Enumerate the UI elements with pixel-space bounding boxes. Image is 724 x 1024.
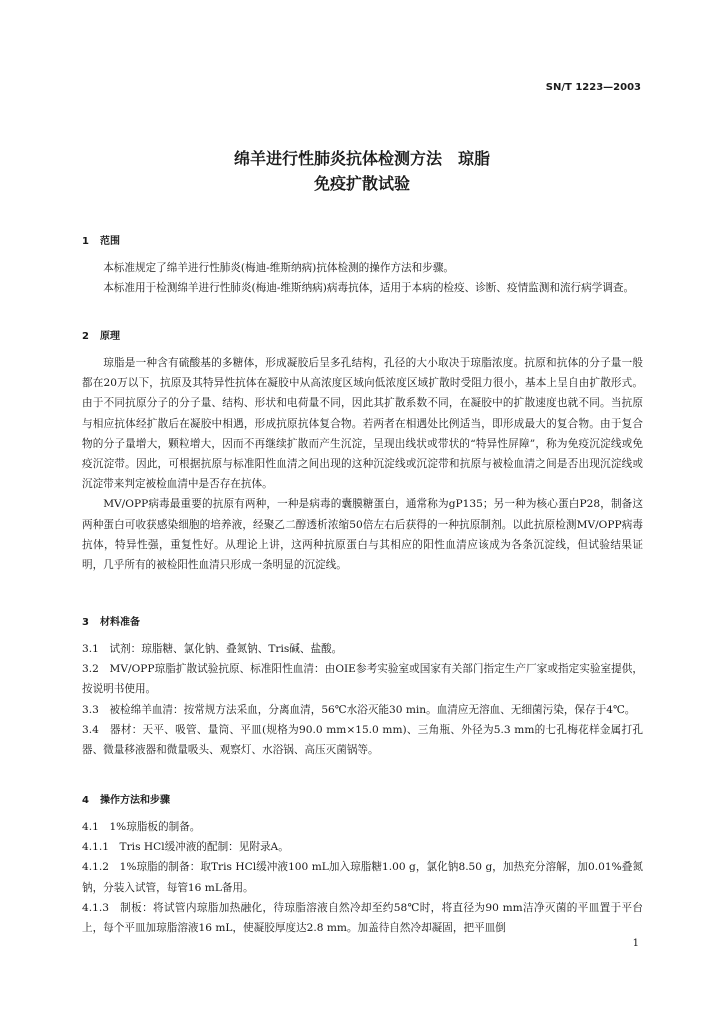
section-principle bbox=[82, 327, 643, 575]
section-procedure bbox=[82, 791, 643, 938]
standard-number: SN/T 1223—2003 bbox=[545, 82, 641, 93]
paragraph: 本标准规定了绵羊进行性肺炎(梅迪-维斯纳病)抗体检测的操作方法和步骤。 bbox=[103, 262, 455, 274]
section-heading bbox=[82, 327, 643, 347]
section-title: 范围 bbox=[100, 236, 120, 247]
section-heading bbox=[82, 232, 643, 252]
section-number: 2 bbox=[82, 331, 89, 342]
page-number: 1 bbox=[632, 938, 639, 949]
section-title: 材料准备 bbox=[100, 617, 140, 628]
paragraph: MV/OPP病毒最重要的抗原有两种，一种是病毒的囊膜糖蛋白，通常称为gP135；另一种为核心蛋白P28，制备这两种蛋白可收获感染细胞的培养液，经聚乙二醇透析浓缩50倍左右后获得的一种抗原制剂。以此抗原检测MV/OPP病毒抗体，特异性强，重复性好。从理论上讲，这两种抗原蛋白与其相应的阳性血清应该成为各条沉淀线，但试验结果证明，几乎所有的被检阳性血清只形成一条明显的沉淀线。 bbox=[82, 498, 643, 572]
paragraph: 3.4 器材：天平、吸管、量筒、平皿(规格为90.0 mm×15.0 mm)、三角瓶、外径为5.3 mm的七孔梅花样金属打孔器、微量移液器和微量吸头、观察灯、水浴锅、高压灭菌锅等。 bbox=[82, 723, 643, 757]
section-number: 1 bbox=[82, 236, 89, 247]
section-heading bbox=[82, 613, 643, 633]
section-heading bbox=[82, 791, 643, 811]
title-line-2: 免疫扩散试验 bbox=[313, 174, 410, 193]
paragraph: 4.1 1%琼脂板的制备。 bbox=[82, 821, 201, 833]
section-title: 操作方法和步骤 bbox=[100, 795, 170, 806]
section-scope bbox=[82, 232, 643, 298]
paragraph: 琼脂是一种含有硫酸基的多糖体，形成凝胶后呈多孔结构，孔径的大小取决于琼脂浓度。抗原和抗体的分子量一般都在20万以下，抗原及其特异性抗体在凝胶中从高浓度区域向低浓度区域扩散时受阻力很小，基本上呈自由扩散形式。由于不同抗原分子的分子量、结构、形状和电荷量不同，因此其扩散系数不同，在凝胶中的扩散速度也就不同。当抗原与相应抗体经扩散后在凝胶中相遇，形成抗原抗体复合物。若两者在相遇处比例适当，即形成最大的复合物。由于复合物的分子量增大，颗粒增大，因而不再继续扩散而产生沉淀，呈现出线状或带状的“特异性屏障”，称为免疫沉淀线或免疫沉淀带。因此，可根据抗原与标准阳性血清之间出现的这种沉淀线或沉淀带和抗原与被检血清之间是否出现沉淀线或沉淀带来判定被检血清中是否存在抗体。 bbox=[82, 357, 643, 491]
paragraph: 4.1.1 Tris HCl缓冲液的配制：见附录A。 bbox=[82, 841, 289, 854]
paragraph: 本标准用于检测绵羊进行性肺炎(梅迪-维斯纳病)病毒抗体，适用于本病的检疫、诊断、疫情监测和流行病学调查。 bbox=[103, 282, 635, 295]
paragraph: 4.1.2 1%琼脂的制备：取Tris HCl缓冲液100 mL加入琼脂糖1.00 g，氯化钠8.50 g，加热充分溶解，加0.01%叠氮钠，分装入试管，每管16 mL备用。 bbox=[82, 861, 643, 894]
section-number: 3 bbox=[82, 617, 89, 628]
section-title: 原理 bbox=[100, 331, 120, 342]
section-number: 4 bbox=[82, 795, 89, 806]
paragraph: 3.1 试剂：琼脂糖、氯化钠、叠氮钠、Tris碱、盐酸。 bbox=[82, 643, 343, 655]
paragraph: 4.1.3 制板：将试管内琼脂加热融化，待琼脂溶液自然冷却至约58℃时，将直径为90 mm洁净灭菌的平皿置于平台上，每个平皿加琼脂溶液16 mL，使凝胶厚度达2.8 mm。加盖待自然冷却凝固，把平皿倒 bbox=[82, 901, 643, 935]
paragraph: 3.2 MV/OPP琼脂扩散试验抗原、标准阳性血清：由OIE参考实验室或国家有关部门指定生产厂家或指定实验室提供，按说明书使用。 bbox=[82, 663, 643, 696]
document-title bbox=[0, 146, 724, 196]
paragraph: 3.3 被检绵羊血清：按常规方法采血，分离血清，56℃水浴灭能30 min。血清应无溶血、无细菌污染，保存于4℃。 bbox=[82, 703, 636, 716]
title-line-1: 绵羊进行性肺炎抗体检测方法 琼脂 bbox=[233, 149, 490, 168]
section-materials bbox=[82, 613, 643, 760]
